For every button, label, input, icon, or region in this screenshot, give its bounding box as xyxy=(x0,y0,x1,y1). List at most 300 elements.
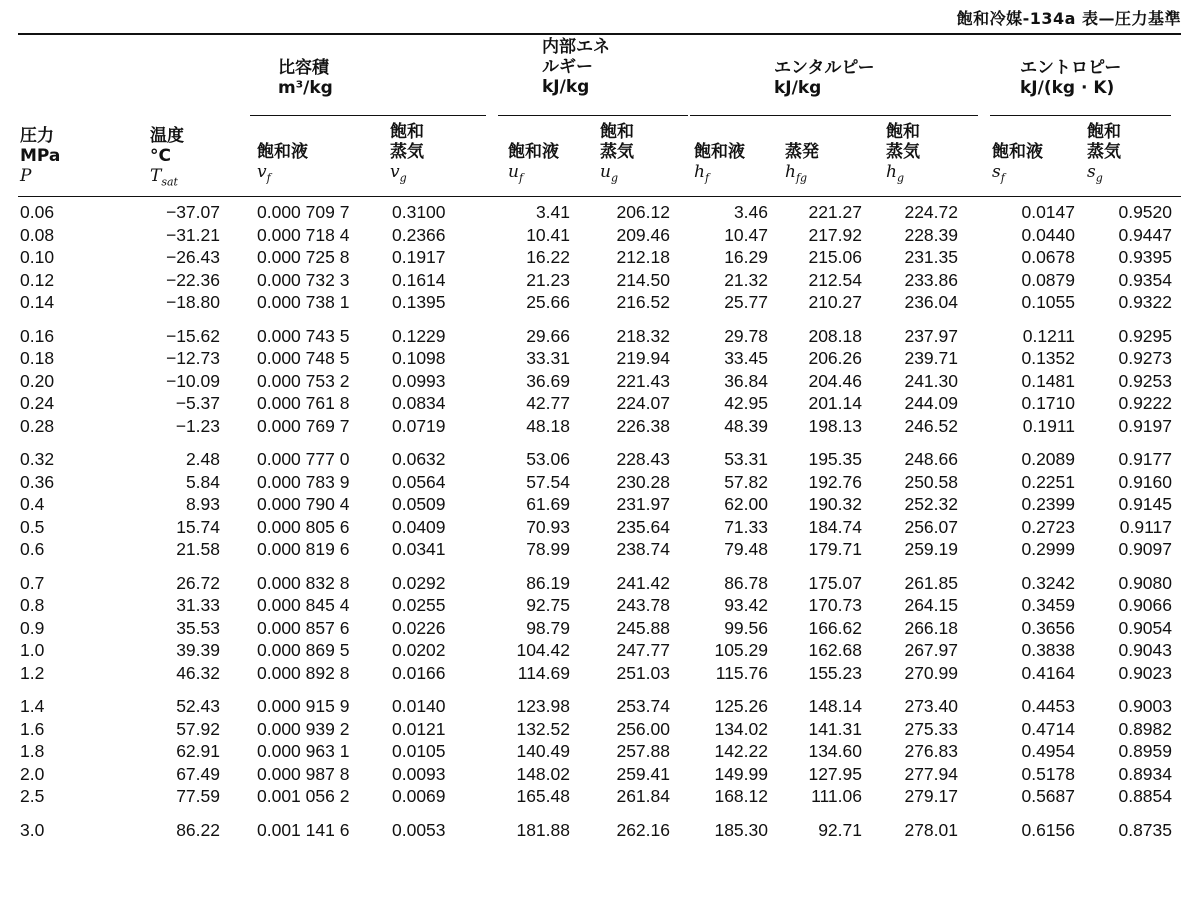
table-cell: 0.1911 xyxy=(1022,415,1075,436)
table-cell: 25.66 xyxy=(526,292,570,312)
pressure-cell: 0.24 xyxy=(20,393,55,413)
table-cell: 0.1211 xyxy=(1022,325,1075,346)
table-cell: 0.5178 xyxy=(1021,763,1075,784)
table-cell: 266.18 xyxy=(904,617,958,638)
table-cell: 0.9197 xyxy=(1118,415,1172,436)
table-cell: 99.56 xyxy=(724,617,768,638)
table-cell: 0.0121 xyxy=(392,718,446,739)
table-cell: 259.41 xyxy=(616,763,670,784)
table-cell: 0.2089 xyxy=(1021,449,1075,469)
table-cell: 48.18 xyxy=(526,415,570,436)
pressure-cell: 1.6 xyxy=(20,718,45,739)
pressure-cell: 0.36 xyxy=(20,471,55,492)
subheader-internal-energy-ug xyxy=(600,122,634,188)
table-cell: 5.84 xyxy=(185,471,220,492)
table-cell: 0.0166 xyxy=(392,662,446,683)
table-cell: 0.000 869 5 xyxy=(257,640,350,660)
specific-volume-label: 比容積 xyxy=(278,58,329,78)
table-cell: 209.46 xyxy=(616,224,670,245)
table-cell: 0.2999 xyxy=(1021,539,1075,559)
table-cell: 226.38 xyxy=(616,415,670,436)
table-cell: 0.9003 xyxy=(1118,696,1172,716)
subheader-symbol: $u_g$ xyxy=(600,162,618,185)
table-cell: 0.000 732 3 xyxy=(257,269,350,290)
table-cell: 21.23 xyxy=(526,269,570,290)
table-cell: 256.00 xyxy=(616,718,670,739)
table-cell: 0.2366 xyxy=(392,224,446,245)
table-cell: 216.52 xyxy=(616,292,670,312)
table-cell: 181.88 xyxy=(516,819,570,840)
table-cell: 218.32 xyxy=(616,325,670,346)
table-cell: 233.86 xyxy=(904,269,958,290)
internal-energy-group-header xyxy=(542,37,610,97)
subheader-symbol: $h_g$ xyxy=(886,162,904,185)
table-cell: 0.8959 xyxy=(1118,741,1172,761)
subheader-symbol: $u_f$ xyxy=(508,162,524,185)
table-cell: 0.1710 xyxy=(1021,393,1075,413)
table-cell: 62.91 xyxy=(176,741,220,761)
table-cell: 0.9447 xyxy=(1118,224,1172,245)
table-cell: 0.000 790 4 xyxy=(257,494,350,514)
table-cell: 0.000 769 7 xyxy=(257,415,350,436)
table-cell: 261.84 xyxy=(616,786,670,806)
table-cell: 0.3838 xyxy=(1021,640,1075,660)
subheader-symbol: $v_g$ xyxy=(390,162,407,185)
specific-volume-group-header xyxy=(278,58,333,98)
table-cell: 71.33 xyxy=(724,516,768,537)
table-cell: 276.83 xyxy=(904,741,958,761)
table-cell: 215.06 xyxy=(808,247,862,267)
table-cell: 245.88 xyxy=(616,617,670,638)
table-cell: 244.09 xyxy=(904,393,958,413)
table-cell: 270.99 xyxy=(904,662,958,683)
table-cell: 3.46 xyxy=(733,202,768,222)
table-cell: 0.000 939 2 xyxy=(257,718,350,739)
subheader-label: 飽和液 xyxy=(992,142,1043,162)
table-cell: 0.000 915 9 xyxy=(257,696,350,716)
top-rule xyxy=(18,33,1181,35)
subheader-enthalpy-hfg xyxy=(785,142,819,188)
temperature-unit: °C xyxy=(150,146,171,166)
pressure-cell: 0.16 xyxy=(20,325,55,346)
pressure-header xyxy=(20,126,60,186)
table-cell: 212.54 xyxy=(808,269,862,290)
subheader-symbol: $h_f$ xyxy=(694,162,710,185)
subheader-label: 飽和液 xyxy=(508,142,559,162)
table-cell: 0.8854 xyxy=(1118,786,1172,806)
entropy-group-header xyxy=(1020,58,1121,98)
table-cell: 238.74 xyxy=(616,539,670,559)
table-cell: 42.95 xyxy=(724,393,768,413)
table-cell: 0.1098 xyxy=(392,348,446,368)
table-cell: 0.0292 xyxy=(392,572,446,593)
table-cell: 246.52 xyxy=(904,415,958,436)
table-cell: 3.41 xyxy=(535,202,570,222)
table-cell: 0.001 056 2 xyxy=(257,786,350,806)
table-cell: 61.69 xyxy=(526,494,570,514)
table-cell: 0.9295 xyxy=(1118,325,1172,346)
table-cell: 278.01 xyxy=(904,819,958,840)
table-cell: 175.07 xyxy=(808,572,862,593)
table-cell: 228.43 xyxy=(616,449,670,469)
table-cell: 33.31 xyxy=(526,348,570,368)
table-cell: 256.07 xyxy=(904,516,958,537)
subheader-label: 飽和 蒸気 xyxy=(390,122,424,162)
table-cell: −10.09 xyxy=(165,370,220,391)
table-cell: 195.35 xyxy=(808,449,862,469)
table-cell: 132.52 xyxy=(516,718,570,739)
table-cell: −26.43 xyxy=(165,247,220,267)
table-cell: 0.0440 xyxy=(1021,224,1075,245)
table-cell: 179.71 xyxy=(808,539,862,559)
table-cell: 0.9080 xyxy=(1118,572,1172,593)
table-cell: 253.74 xyxy=(616,696,670,716)
table-cell: 206.26 xyxy=(808,348,862,368)
table-cell: 0.000 761 8 xyxy=(257,393,350,413)
subheader-enthalpy-hg xyxy=(886,122,920,188)
table-cell: 16.22 xyxy=(526,247,570,267)
table-cell: 0.9520 xyxy=(1118,202,1172,222)
table-cell: 0.0564 xyxy=(392,471,446,492)
table-cell: 0.0409 xyxy=(392,516,446,537)
table-cell: 170.73 xyxy=(808,595,862,615)
subheader-specific-volume-vf xyxy=(257,142,308,188)
table-cell: 0.000 743 5 xyxy=(257,325,350,346)
table-cell: 251.03 xyxy=(616,662,670,683)
table-cell: 0.9273 xyxy=(1118,348,1172,368)
table-cell: 92.75 xyxy=(526,595,570,615)
subheader-label: 飽和液 xyxy=(694,142,745,162)
table-cell: 134.02 xyxy=(714,718,768,739)
table-cell: 275.33 xyxy=(904,718,958,739)
table-cell: 115.76 xyxy=(715,662,768,683)
table-cell: −37.07 xyxy=(165,202,220,222)
pressure-cell: 0.18 xyxy=(20,348,55,368)
table-cell: 0.9145 xyxy=(1118,494,1172,514)
table-cell: 31.33 xyxy=(176,595,220,615)
table-cell: −12.73 xyxy=(165,348,220,368)
rule-entropy xyxy=(990,115,1171,116)
table-cell: 0.5687 xyxy=(1021,786,1075,806)
table-cell: 0.4453 xyxy=(1021,696,1075,716)
table-cell: 243.78 xyxy=(616,595,670,615)
internal-energy-unit: kJ/kg xyxy=(542,77,590,97)
table-cell: 86.78 xyxy=(724,572,768,593)
table-cell: 261.85 xyxy=(904,572,958,593)
table-cell: 0.2723 xyxy=(1021,516,1075,537)
table-cell: 208.18 xyxy=(808,325,862,346)
table-cell: 57.92 xyxy=(176,718,220,739)
pressure-cell: 0.10 xyxy=(20,247,55,267)
subheader-entropy-sf xyxy=(992,142,1043,188)
table-cell: 0.1229 xyxy=(392,325,446,346)
table-cell: 0.2251 xyxy=(1021,471,1075,492)
table-cell: 247.77 xyxy=(616,640,670,660)
pressure-cell: 0.5 xyxy=(20,516,45,537)
table-cell: 168.12 xyxy=(714,786,768,806)
table-cell: 0.0226 xyxy=(392,617,446,638)
table-cell: 104.42 xyxy=(516,640,570,660)
table-cell: 0.1352 xyxy=(1021,348,1075,368)
table-cell: 52.43 xyxy=(176,696,220,716)
table-cell: −5.37 xyxy=(175,393,220,413)
table-cell: 0.000 738 1 xyxy=(257,292,350,312)
table-cell: 214.50 xyxy=(616,269,670,290)
table-cell: 111.06 xyxy=(811,786,862,806)
table-cell: 0.9177 xyxy=(1118,449,1172,469)
table-cell: 0.9222 xyxy=(1118,393,1172,413)
table-cell: 0.000 892 8 xyxy=(257,662,350,683)
subheader-label: 飽和液 xyxy=(257,142,308,162)
pressure-cell: 0.28 xyxy=(20,415,55,436)
table-cell: 0.2399 xyxy=(1021,494,1075,514)
table-cell: 16.29 xyxy=(724,247,768,267)
table-cell: 25.77 xyxy=(724,292,768,312)
table-cell: 0.9066 xyxy=(1118,595,1172,615)
pressure-cell: 3.0 xyxy=(20,819,45,840)
table-cell: 0.0834 xyxy=(392,393,446,413)
table-cell: 93.42 xyxy=(724,595,768,615)
rule-enthalpy xyxy=(690,115,978,116)
table-cell: 279.17 xyxy=(904,786,958,806)
entropy-label: エントロピー xyxy=(1020,58,1122,78)
table-cell: 29.66 xyxy=(526,325,570,346)
rule-internal-energy xyxy=(498,115,688,116)
table-cell: 79.48 xyxy=(724,539,768,559)
table-cell: 0.1055 xyxy=(1021,292,1075,312)
table-cell: 252.32 xyxy=(904,494,958,514)
table-cell: 67.49 xyxy=(176,763,220,784)
pressure-cell: 0.6 xyxy=(20,539,45,559)
table-cell: 92.71 xyxy=(818,819,862,840)
table-cell: 241.30 xyxy=(904,370,958,391)
table-cell: 235.64 xyxy=(616,516,670,537)
table-cell: 0.9023 xyxy=(1118,662,1172,683)
table-cell: 0.9322 xyxy=(1118,292,1172,312)
table-cell: 192.76 xyxy=(808,471,862,492)
table-cell: 0.0632 xyxy=(392,449,446,469)
table-cell: 250.58 xyxy=(904,471,958,492)
table-cell: 0.000 832 8 xyxy=(257,572,350,593)
table-cell: 221.27 xyxy=(808,202,862,222)
temperature-symbol: $T_{sat}$ xyxy=(150,166,178,189)
pressure-symbol: P xyxy=(20,166,32,186)
table-cell: 221.43 xyxy=(616,370,670,391)
pressure-cell: 0.20 xyxy=(20,370,55,391)
table-cell: 217.92 xyxy=(808,224,862,245)
table-cell: 273.40 xyxy=(904,696,958,716)
subheader-entropy-sg xyxy=(1087,122,1121,188)
table-cell: 162.68 xyxy=(808,640,862,660)
table-cell: 224.72 xyxy=(904,202,958,222)
table-cell: 0.3100 xyxy=(392,202,446,222)
table-cell: 155.23 xyxy=(808,662,862,683)
table-cell: 0.6156 xyxy=(1021,819,1075,840)
table-cell: 184.74 xyxy=(808,516,862,537)
table-cell: 0.0719 xyxy=(392,415,446,436)
table-cell: 236.04 xyxy=(904,292,958,312)
table-cell: 0.8982 xyxy=(1118,718,1172,739)
table-cell: 26.72 xyxy=(176,572,220,593)
entropy-unit: kJ/(kg · K) xyxy=(1020,78,1115,98)
table-cell: 0.1917 xyxy=(392,247,446,267)
table-cell: 204.46 xyxy=(808,370,862,391)
table-cell: −22.36 xyxy=(165,269,220,290)
table-cell: 0.9054 xyxy=(1118,617,1172,638)
table-cell: 185.30 xyxy=(714,819,768,840)
table-cell: 149.99 xyxy=(714,763,768,784)
table-cell: 10.47 xyxy=(724,224,768,245)
table-cell: 230.28 xyxy=(616,471,670,492)
pressure-label: 圧力 xyxy=(20,126,54,146)
table-cell: −18.80 xyxy=(165,292,220,312)
pressure-cell: 0.8 xyxy=(20,595,45,615)
table-cell: 0.000 819 6 xyxy=(257,539,350,559)
table-cell: 0.000 857 6 xyxy=(257,617,350,638)
internal-energy-label: 内部エネ ルギー xyxy=(542,37,610,77)
table-cell: 77.59 xyxy=(176,786,220,806)
table-cell: 165.48 xyxy=(516,786,570,806)
table-cell: 0.9354 xyxy=(1118,269,1172,290)
pressure-cell: 1.0 xyxy=(20,640,45,660)
subheader-symbol: $s_f$ xyxy=(992,162,1005,185)
table-cell: 98.79 xyxy=(526,617,570,638)
pressure-unit: MPa xyxy=(20,146,61,166)
table-cell: 0.8934 xyxy=(1118,763,1172,784)
pressure-cell: 1.8 xyxy=(20,741,45,761)
subheader-enthalpy-hf xyxy=(694,142,745,188)
pressure-cell: 1.4 xyxy=(20,696,45,716)
subheader-label: 飽和 蒸気 xyxy=(886,122,920,162)
table-cell: 237.97 xyxy=(904,325,958,346)
table-cell: 57.82 xyxy=(724,471,768,492)
table-cell: 0.9117 xyxy=(1119,516,1172,537)
table-cell: 0.0509 xyxy=(392,494,446,514)
enthalpy-unit: kJ/kg xyxy=(774,78,822,98)
table-cell: 0.3656 xyxy=(1021,617,1075,638)
table-cell: 86.22 xyxy=(176,819,220,840)
table-cell: 0.000 987 8 xyxy=(257,763,350,784)
subheader-symbol: $v_f$ xyxy=(257,162,271,185)
table-cell: 0.0879 xyxy=(1021,269,1075,290)
table-cell: 0.4164 xyxy=(1021,662,1075,683)
pressure-cell: 2.0 xyxy=(20,763,45,784)
table-cell: 123.98 xyxy=(516,696,570,716)
table-cell: 0.1395 xyxy=(392,292,446,312)
table-cell: 224.07 xyxy=(616,393,670,413)
pressure-cell: 0.06 xyxy=(20,202,55,222)
table-cell: 142.22 xyxy=(714,741,768,761)
table-cell: 0.000 845 4 xyxy=(257,595,350,615)
table-cell: 267.97 xyxy=(904,640,958,660)
table-cell: 140.49 xyxy=(516,741,570,761)
table-cell: 0.0341 xyxy=(392,539,446,559)
subheader-specific-volume-vg xyxy=(390,122,424,188)
enthalpy-label: エンタルピー xyxy=(774,58,875,78)
table-cell: 86.19 xyxy=(526,572,570,593)
table-cell: 0.000 805 6 xyxy=(257,516,350,537)
table-cell: 15.74 xyxy=(176,516,220,537)
table-cell: 0.001 141 6 xyxy=(257,819,350,840)
table-cell: 0.0147 xyxy=(1021,202,1075,222)
table-cell: 228.39 xyxy=(904,224,958,245)
table-cell: 0.9395 xyxy=(1118,247,1172,267)
table-cell: 0.0053 xyxy=(392,819,446,840)
table-cell: −31.21 xyxy=(165,224,220,245)
subheader-label: 飽和 蒸気 xyxy=(1087,122,1121,162)
table-cell: 0.9043 xyxy=(1118,640,1172,660)
table-cell: 134.60 xyxy=(808,741,862,761)
table-cell: 70.93 xyxy=(526,516,570,537)
table-cell: 201.14 xyxy=(808,393,862,413)
table-cell: 0.000 725 8 xyxy=(257,247,350,267)
table-cell: 125.26 xyxy=(714,696,768,716)
table-cell: 46.32 xyxy=(176,662,220,683)
table-cell: 190.32 xyxy=(808,494,862,514)
enthalpy-group-header xyxy=(774,58,875,98)
temperature-label: 温度 xyxy=(150,126,184,146)
table-cell: 259.19 xyxy=(904,539,958,559)
table-cell: 0.0678 xyxy=(1021,247,1075,267)
table-cell: 0.9160 xyxy=(1118,471,1172,492)
table-cell: 0.8735 xyxy=(1118,819,1172,840)
table-cell: 21.58 xyxy=(176,539,220,559)
table-title: 飽和冷媒-134a 表—圧力基準 xyxy=(956,9,1181,28)
pressure-cell: 0.08 xyxy=(20,224,55,245)
table-cell: 241.42 xyxy=(616,572,670,593)
table-cell: 62.00 xyxy=(724,494,768,514)
table-cell: 148.02 xyxy=(516,763,570,784)
table-cell: 33.45 xyxy=(724,348,768,368)
pressure-cell: 0.32 xyxy=(20,449,55,469)
pressure-cell: 0.9 xyxy=(20,617,45,638)
table-cell: 0.0255 xyxy=(392,595,446,615)
subheader-label: 飽和 蒸気 xyxy=(600,122,634,162)
table-cell: 0.4954 xyxy=(1021,741,1075,761)
table-cell: 231.35 xyxy=(904,247,958,267)
table-cell: 36.69 xyxy=(526,370,570,391)
table-cell: 0.0993 xyxy=(392,370,446,391)
table-cell: 114.69 xyxy=(517,662,570,683)
table-cell: 0.0140 xyxy=(392,696,446,716)
table-cell: −1.23 xyxy=(175,415,220,436)
table-cell: 0.0202 xyxy=(392,640,446,660)
table-cell: 0.000 783 9 xyxy=(257,471,350,492)
table-cell: 210.27 xyxy=(808,292,862,312)
rule-specific-volume xyxy=(250,115,486,116)
subheader-symbol: $h_{fg}$ xyxy=(785,162,808,185)
pressure-cell: 0.7 xyxy=(20,572,45,593)
table-cell: 0.000 777 0 xyxy=(257,449,350,469)
table-cell: 166.62 xyxy=(808,617,862,638)
table-cell: 105.29 xyxy=(714,640,768,660)
table-cell: 0.000 963 1 xyxy=(257,741,350,761)
table-cell: 0.000 748 5 xyxy=(257,348,350,368)
table-cell: −15.62 xyxy=(165,325,220,346)
table-cell: 0.9097 xyxy=(1118,539,1172,559)
table-cell: 206.12 xyxy=(616,202,670,222)
table-cell: 0.3459 xyxy=(1021,595,1075,615)
table-cell: 0.000 718 4 xyxy=(257,224,350,245)
table-cell: 264.15 xyxy=(904,595,958,615)
table-cell: 219.94 xyxy=(616,348,670,368)
table-cell: 127.95 xyxy=(808,763,862,784)
table-cell: 277.94 xyxy=(904,763,958,784)
table-cell: 262.16 xyxy=(616,819,670,840)
table-cell: 36.84 xyxy=(724,370,768,391)
header-bottom-rule xyxy=(18,196,1181,197)
table-cell: 231.97 xyxy=(616,494,670,514)
